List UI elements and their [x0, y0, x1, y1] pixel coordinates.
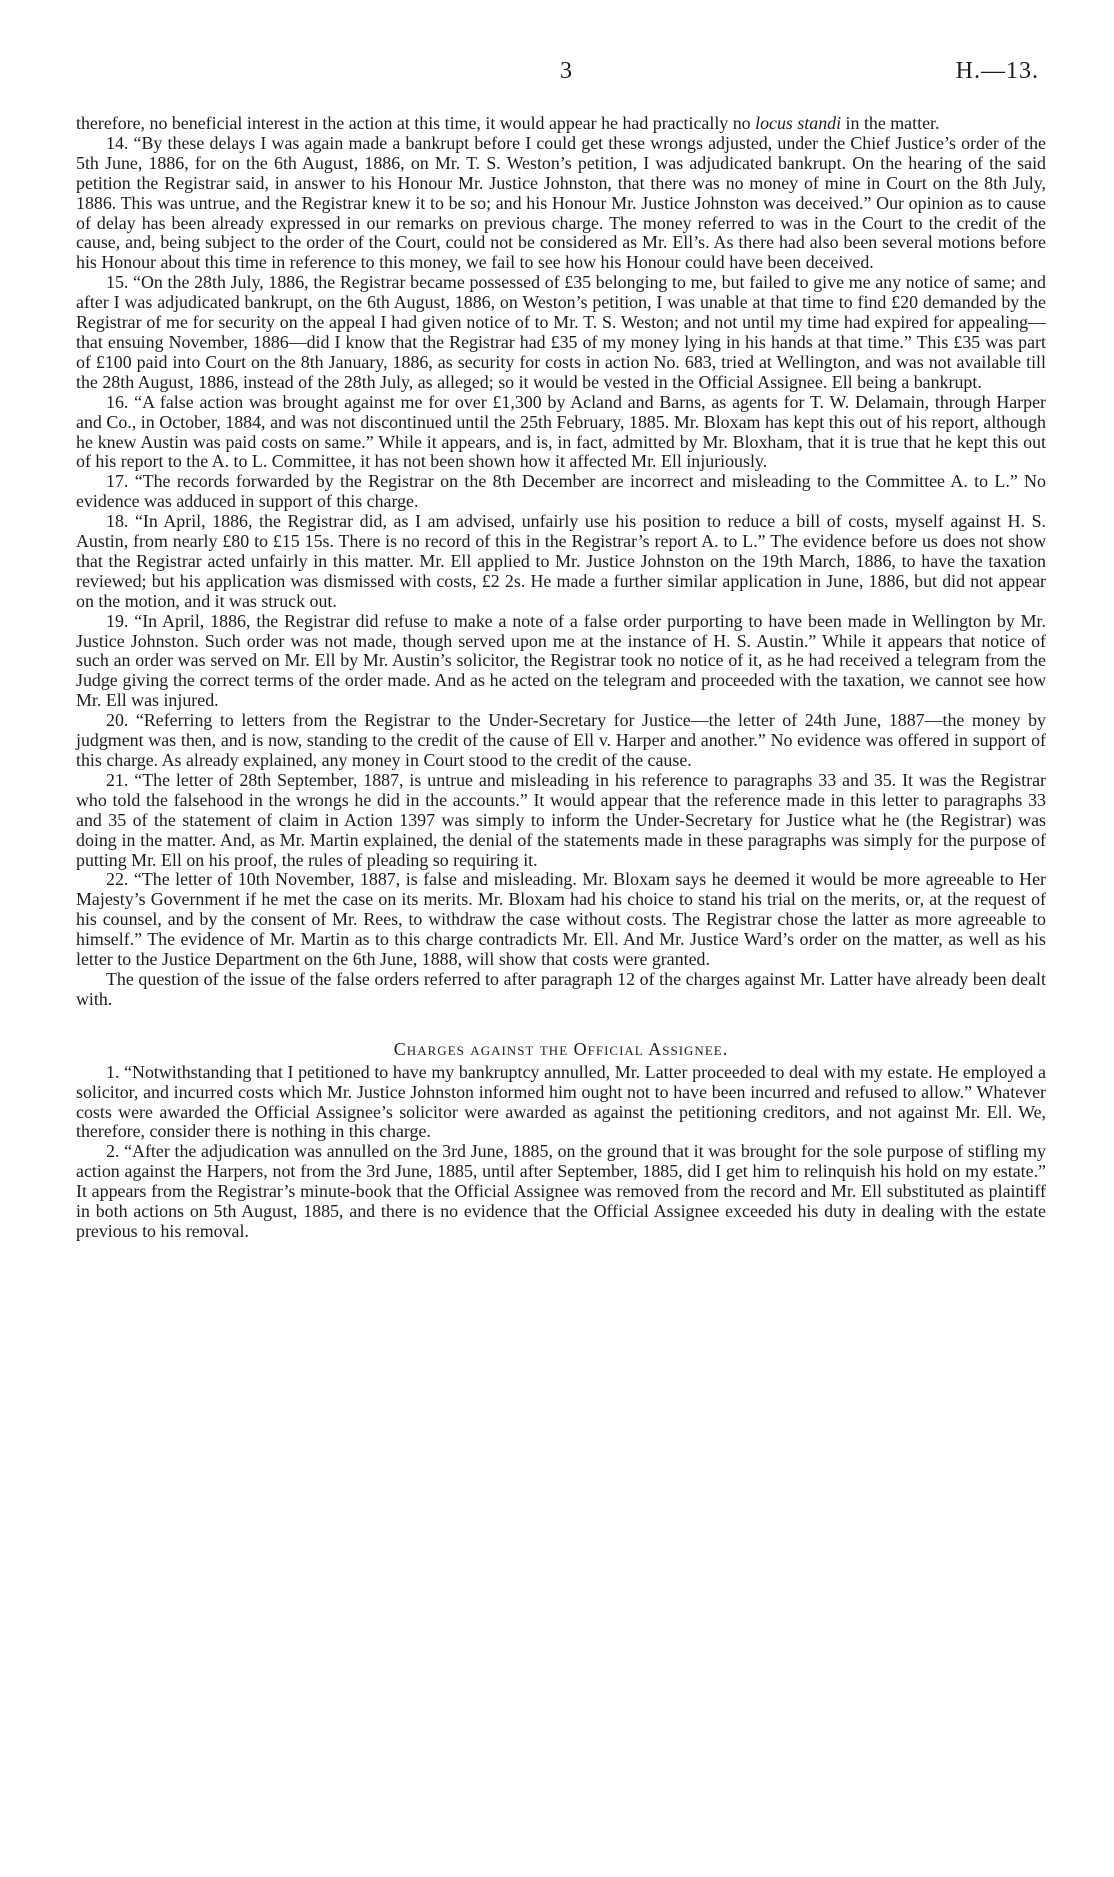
paragraph-14: 14. “By these delays I was again made a bankrupt before I could get these wrongs adjusted, under the Chief Justice’s order of the 5th June, 1886, for on the 6th August, 1886, on Mr. T. S. Weston’s petition, I was adjudicated bankrupt. On the hearing of the said petition the Registrar said, in answer to his Honour Mr. Justice Johnston, that there was no money of mine in Court on the 8th July, 1886. This was untrue, and the Registrar knew it to be so; and his Honour Mr. Justice Johnston was deceived.” Our opinion as to cause of delay has been already expressed in our remarks on previous charge. The money referred to was in the Court to the credit of the cause, and, being subject to the order of the Court, could not be considered as Mr. Ell’s. As there had also been several motions before his Honour about this time in reference to this money, we fail to see how his Honour could have been deceived.: [76, 132, 1046, 273]
paragraph-16: 16. “A false action was brought against me for over £1,300 by Acland and Barns, as agents for T. W. Delamain, through Harper and Co., in October, 1884, and was not discontinued until the 25th February, 1885. Mr. Bloxam has kept this out of his report, although he knew Austin was paid costs on same.” While it appears, and is, in fact, admitted by Mr. Bloxham, that it is true that he kept this out of his report to the A. to L. Committee, it has not been shown how it affected Mr. Ell injuriously.: [76, 391, 1046, 472]
paragraph-17: 17. “The records forwarded by the Registrar on the 8th December are incorrect and misleading to the Committee A. to L.” No evidence was adduced in support of this charge.: [76, 471, 1046, 512]
page-number: 3: [560, 58, 572, 84]
closing-paragraph: The question of the issue of the false orders referred to after paragraph 12 of the charges against Mr. Latter have already been dealt with.: [76, 968, 1046, 1009]
paragraph-20: 20. “Referring to letters from the Registrar to the Under-Secretary for Justice—the letter of 24th June, 1887—the money by judgment was then, and is now, standing to the credit of the cause of Ell v. Harper and another.” No evidence was offered in support of this charge. As already explained, any money in Court stood to the credit of the cause.: [76, 710, 1046, 770]
paragraph-18: 18. “In April, 1886, the Registrar did, as I am advised, unfairly use his position to reduce a bill of costs, myself against H. S. Austin, from nearly £80 to £15 15s. There is no record of this in the Registrar’s report A. to L.” The evidence before us does not show that the Registrar acted unfairly in this matter. Mr. Ell applied to Mr. Justice Johnston on the 19th March, 1886, to have the taxation reviewed; but his application was dismissed with costs, £2 2s. He made a further similar application in June, 1886, but did not appear on the motion, and it was struck out.: [76, 511, 1046, 611]
page-header: [0, 58, 1114, 88]
paragraph-19: 19. “In April, 1886, the Registrar did refuse to make a note of a false order purporting to have been made in Wellington by Mr. Justice Johnston. Such order was not made, though served upon me at the instance of H. S. Austin.” While it appears that notice of such an order was served on Mr. Ell by Mr. Austin’s solicitor, the Registrar took no notice of it, as he had received a telegram from the Judge giving the correct terms of the order made. And as he acted on the telegram and proceeded with the taxation, we cannot see how Mr. Ell was injured.: [76, 610, 1046, 711]
continuation-text: therefore, no beneficial interest in the action at this time, it would appear he had practically no: [76, 113, 756, 133]
section-title-official-assignee: Charges against the Official Assignee.: [393, 1038, 729, 1059]
document-body: [76, 114, 1046, 1242]
locus-standi-italic: locus standi: [755, 113, 842, 133]
continuation-text-end: in the matter.: [841, 113, 940, 133]
document-reference: H.—13.: [955, 58, 1039, 84]
assignee-charge-2: 2. “After the adjudication was annulled on the 3rd June, 1885, on the ground that it was brought for the sole purpose of stifling my action against the Harpers, not from the 3rd June, 1885, until after September, 1885, did I get him to relinquish his hold on my estate.” It appears from the Registrar’s minute-book that the Official Assignee was removed from the record and Mr. Ell substituted as plaintiff in both actions on 5th August, 1885, and there is no evidence that the Official Assignee exceeded his duty in dealing with the estate previous to his removal.: [76, 1141, 1046, 1241]
continuation-paragraph: [76, 114, 1046, 134]
assignee-charge-1: 1. “Notwithstanding that I petitioned to have my bankruptcy annulled, Mr. Latter proceeded to deal with my estate. He employed a solicitor, and incurred costs which Mr. Justice Johnston informed him ought not to have been incurred and refused to allow.” Whatever costs were awarded the Official Assignee’s solicitor were awarded as against the petitioning creditors, and not against Mr. Ell. We, therefore, consider there is nothing in this charge.: [76, 1061, 1046, 1142]
paragraph-15: 15. “On the 28th July, 1886, the Registrar became possessed of £35 belonging to me, but failed to give me any notice of same; and after I was adjudicated bankrupt, on the 6th August, 1886, on Weston’s petition, I was unable at that time to find £20 demanded by the Registrar of me for security on the appeal I had given notice of to Mr. T. S. Weston; and not until my time had expired for appealing—that ensuing November, 1886—did I know that the Registrar had £35 of my money lying in his hands at that time.” This £35 was part of £100 paid into Court on the 8th January, 1886, as security for costs in action No. 683, tried at Wellington, and was not available till the 28th August, 1886, instead of the 28th July, as alleged; so it would be vested in the Official Assignee. Ell being a bankrupt.: [76, 272, 1046, 392]
paragraph-22: 22. “The letter of 10th November, 1887, is false and misleading. Mr. Bloxam says he deemed it would be more agreeable to Her Majesty’s Government if he met the case on its merits. Mr. Bloxam had his choice to stand his trial on the merits, or, at the request of his counsel, and by the consent of Mr. Rees, to withdraw the case without costs. The Registrar chose the latter as more agreeable to himself.” The evidence of Mr. Martin as to this charge contradicts Mr. Ell. And Mr. Justice Ward’s order on the matter, as well as his letter to the Justice Department on the 6th June, 1888, will show that costs were granted.: [76, 869, 1046, 970]
paragraph-21: 21. “The letter of 28th September, 1887, is untrue and misleading in his reference to paragraphs 33 and 35. It was the Registrar who told the falsehood in the wrongs he did in the accounts.” It would appear that the reference made in this letter to paragraphs 33 and 35 of the statement of claim in Action 1397 was simply to inform the Under-Secretary for Justice what he (the Registrar) was doing in the matter. And, as Mr. Martin explained, the denial of the statements made in these paragraphs was simply for the purpose of putting Mr. Ell on his proof, the rules of pleading so requiring it.: [76, 769, 1046, 870]
